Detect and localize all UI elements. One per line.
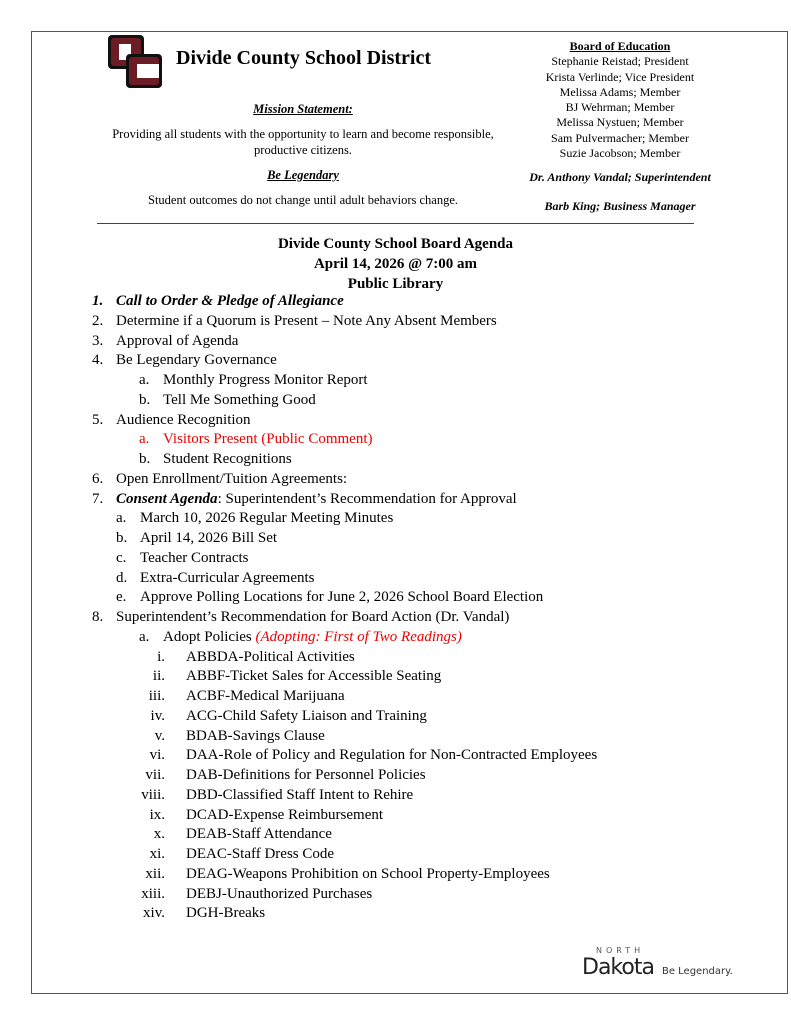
business-manager: Barb King; Business Manager <box>544 198 696 213</box>
nd-tagline: Be Legendary. <box>661 966 733 977</box>
item-label: DEAG-Weapons Prohibition on School Property-Employees <box>186 865 550 882</box>
agenda-item <box>0 885 791 905</box>
header-divider <box>97 223 694 224</box>
item-text <box>186 648 355 668</box>
item-marker: b. <box>139 391 151 408</box>
item-label: DAB-Definitions for Personnel Policies <box>186 767 426 783</box>
item-label: ABBF-Ticket Sales for Accessible Seating <box>186 668 442 685</box>
board-member: Suzie Jacobson; Member <box>559 146 681 161</box>
item-text <box>186 746 597 766</box>
item-marker: v. <box>154 727 165 744</box>
item-text <box>140 509 393 529</box>
item-text <box>140 529 277 549</box>
item-text <box>186 865 550 885</box>
item-marker: b. <box>139 451 151 467</box>
item-label: Superintendent’s Recommendation for Board Action (Dr. Vandal) <box>116 609 510 625</box>
item-marker: 1. <box>92 293 104 309</box>
agenda-item <box>0 292 791 312</box>
item-marker: viii. <box>141 786 165 803</box>
mission-heading: Mission Statement: <box>253 102 353 116</box>
item-marker: 6. <box>92 470 104 487</box>
item-text <box>140 549 248 569</box>
item-marker: xiii. <box>141 885 165 902</box>
item-label: ABBDA-Political Activities <box>186 648 355 665</box>
agenda-item <box>0 746 791 766</box>
agenda-item <box>0 628 791 648</box>
item-label: Call to Order & Pledge of Allegiance <box>116 293 344 309</box>
item-note: (Adopting: First of Two Readings) <box>255 628 462 645</box>
item-label: Determine if a Quorum is Present – Note Any Absent Members <box>116 312 497 329</box>
agenda-item <box>0 707 791 727</box>
item-text <box>116 332 238 352</box>
agenda-item <box>0 371 791 391</box>
agenda-item <box>0 588 791 608</box>
item-text <box>186 727 325 747</box>
item-text <box>116 470 347 490</box>
item-text <box>186 766 426 786</box>
item-text <box>116 411 251 431</box>
item-label: Tell Me Something Good <box>163 391 316 408</box>
item-label: DAA-Role of Policy and Regulation for Non-Contracted Employees <box>186 747 598 764</box>
item-label: DBD-Classified Staff Intent to Rehire <box>186 786 414 803</box>
item-text <box>140 588 543 608</box>
agenda-item <box>0 825 791 845</box>
item-text <box>116 608 509 628</box>
item-label: Approval of Agenda <box>116 332 239 349</box>
item-text <box>186 825 332 845</box>
superintendent: Dr. Anthony Vandal; Superintendent <box>529 170 711 185</box>
item-marker: a. <box>139 628 150 645</box>
agenda-item <box>0 569 791 589</box>
item-marker: iv. <box>150 707 165 724</box>
item-marker: 7. <box>92 490 104 507</box>
item-text <box>186 904 265 924</box>
agenda-item <box>0 411 791 431</box>
item-label: DGH-Breaks <box>186 905 266 922</box>
agenda-item <box>0 608 791 628</box>
agenda-item <box>0 490 791 510</box>
item-note: : Superintendent’s Recommendation for Approval <box>217 490 517 507</box>
agenda-item <box>0 549 791 569</box>
item-label: Extra-Curricular Agreements <box>140 569 315 586</box>
board-member: Sam Pulvermacher; Member <box>551 130 689 145</box>
item-label: Monthly Progress Monitor Report <box>163 372 368 388</box>
item-text <box>186 885 372 905</box>
item-marker: c. <box>116 549 127 566</box>
item-label: ACG-Child Safety Liaison and Training <box>186 707 427 724</box>
agenda-item <box>0 470 791 490</box>
agenda-date: April 14, 2026 @ 7:00 am <box>313 256 478 272</box>
agenda-item <box>0 727 791 747</box>
item-text <box>186 806 383 826</box>
agenda-item <box>0 865 791 885</box>
item-marker: ii. <box>152 668 165 685</box>
item-text <box>186 786 413 806</box>
agenda-item <box>0 667 791 687</box>
item-label: DEAB-Staff Attendance <box>186 826 332 843</box>
board-member: Krista Verlinde; Vice President <box>545 69 695 84</box>
item-text <box>140 569 315 589</box>
mission-text-2: productive citizens. <box>254 143 352 157</box>
item-marker: xi. <box>149 846 165 862</box>
item-text <box>186 687 345 707</box>
agenda-item <box>0 332 791 352</box>
item-label: Approve Polling Locations for June 2, 2026 School Board Election <box>140 589 544 606</box>
item-label: Open Enrollment/Tuition Agreements: <box>116 470 348 487</box>
item-text <box>186 845 334 865</box>
item-marker: iii. <box>148 688 165 704</box>
agenda-item <box>0 648 791 668</box>
item-text <box>186 707 427 727</box>
agenda-item <box>0 806 791 826</box>
item-text <box>186 667 441 687</box>
item-marker: 5. <box>92 411 104 428</box>
agenda-item <box>0 529 791 549</box>
agenda-item <box>0 430 791 450</box>
item-marker: xii. <box>145 865 165 882</box>
item-text <box>163 450 292 470</box>
north-dakota-logo <box>582 946 733 980</box>
mission-text-1: Providing all students with the opportunity to learn and become responsible, <box>112 127 494 141</box>
legendary-heading: Be Legendary <box>267 168 339 182</box>
item-label: Audience Recognition <box>116 411 251 428</box>
item-label: DEBJ-Unauthorized Purchases <box>186 885 373 902</box>
item-marker: a. <box>116 510 127 527</box>
item-text <box>116 351 277 371</box>
item-label: Visitors Present (Public Comment) <box>163 431 373 448</box>
agenda-title: Divide County School Board Agenda <box>277 236 514 252</box>
board-heading: Board of Education <box>569 39 671 53</box>
item-marker: i. <box>157 648 165 665</box>
nd-north: NORTH <box>596 946 645 955</box>
item-label: Student Recognitions <box>163 451 292 467</box>
item-text <box>163 391 316 411</box>
item-marker: vi. <box>149 747 165 764</box>
item-label: March 10, 2026 Regular Meeting Minutes <box>140 510 394 527</box>
item-marker: 2. <box>92 312 104 329</box>
board-of-education <box>520 39 720 214</box>
item-label: DCAD-Expense Reimbursement <box>186 806 384 823</box>
board-member: Melissa Nystuen; Member <box>556 115 684 130</box>
board-member: Stephanie Reistad; President <box>551 54 689 69</box>
agenda-location: Public Library <box>347 276 444 292</box>
district-name: Divide County School District <box>176 47 431 69</box>
agenda-item <box>0 904 791 924</box>
item-label: April 14, 2026 Bill Set <box>140 530 278 546</box>
item-text <box>116 490 517 510</box>
agenda-item <box>0 786 791 806</box>
item-text <box>163 371 368 391</box>
item-marker: xiv. <box>143 905 165 922</box>
agenda-item <box>0 391 791 411</box>
nd-dakota: Dakota <box>582 955 654 980</box>
agenda-item <box>0 766 791 786</box>
item-label: Consent Agenda <box>116 490 218 507</box>
board-member: Melissa Adams; Member <box>559 84 681 99</box>
agenda-item <box>0 845 791 865</box>
item-label: Teacher Contracts <box>140 549 249 566</box>
item-marker: vii. <box>145 767 165 783</box>
item-marker: x. <box>153 826 165 843</box>
item-marker: d. <box>116 569 128 586</box>
item-label: Adopt Policies <box>163 628 256 645</box>
item-marker: 3. <box>92 332 104 349</box>
item-label: ACBF-Medical Marijuana <box>186 688 345 704</box>
item-label: BDAB-Savings Clause <box>186 727 325 744</box>
item-label: Be Legendary Governance <box>116 352 277 369</box>
item-marker: e. <box>116 589 127 606</box>
item-marker: ix. <box>149 806 165 823</box>
agenda-item <box>0 687 791 707</box>
item-text <box>116 312 497 332</box>
item-marker: a. <box>139 372 150 388</box>
legendary-text: Student outcomes do not change until adult behaviors change. <box>148 193 458 207</box>
item-marker: 4. <box>92 352 104 369</box>
agenda-item <box>0 450 791 470</box>
agenda-item <box>0 312 791 332</box>
item-text <box>116 292 344 312</box>
item-marker: 8. <box>92 609 104 625</box>
item-marker: a. <box>139 431 150 448</box>
item-label: DEAC-Staff Dress Code <box>186 846 335 862</box>
item-text <box>163 628 462 648</box>
agenda-list <box>0 292 791 924</box>
agenda-item <box>0 351 791 371</box>
dc-logo <box>106 32 164 90</box>
agenda-item <box>0 509 791 529</box>
board-member: BJ Wehrman; Member <box>565 100 675 115</box>
item-marker: b. <box>116 530 128 546</box>
board-members <box>520 54 720 161</box>
item-text <box>163 430 373 450</box>
